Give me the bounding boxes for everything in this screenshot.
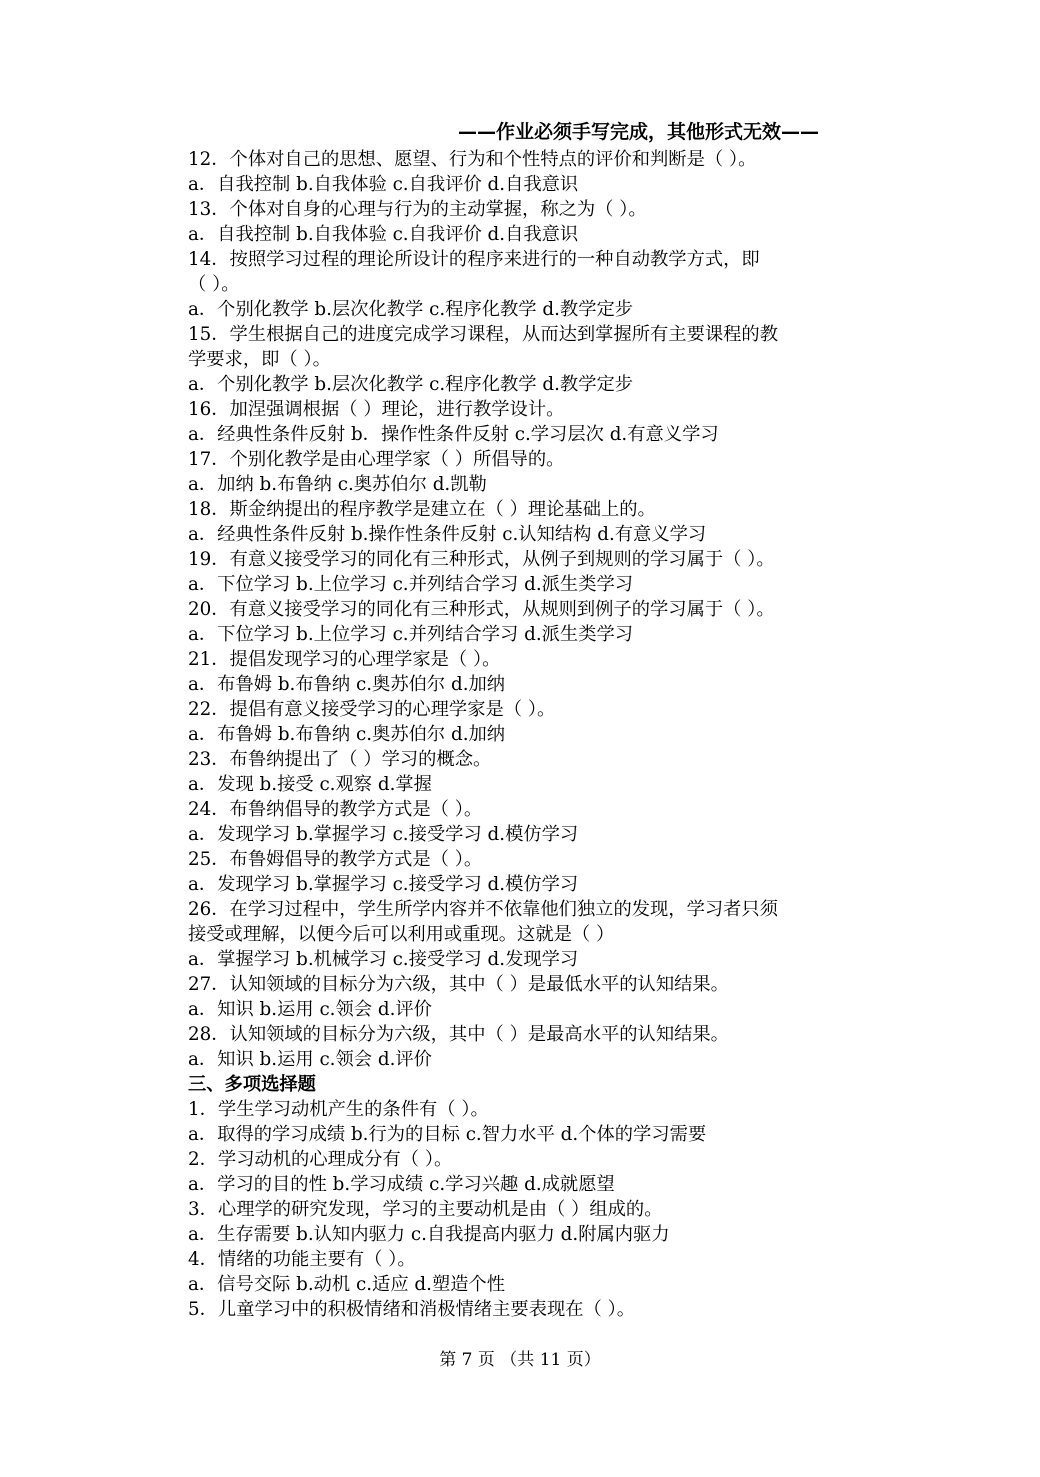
text-line: 20．有意义接受学习的同化有三种形式，从规则到例子的学习属于（ ）。 xyxy=(188,599,775,620)
text-line: 27．认知领域的目标分为六级，其中（ ）是最低水平的认知结果。 xyxy=(188,974,729,995)
text-line: 4．情绪的功能主要有（ ）。 xyxy=(188,1249,416,1270)
text-line: 14．按照学习过程的理论所设计的程序来进行的一种自动教学方式，即 xyxy=(188,249,760,270)
text-line: a．下位学习 b.上位学习 c.并列结合学习 d.派生类学习 xyxy=(188,624,634,645)
text-line: a．学习的目的性 b.学习成绩 c.学习兴趣 d.成就愿望 xyxy=(188,1174,615,1195)
text-line: a．知识 b.运用 c.领会 d.评价 xyxy=(188,999,432,1020)
text-line: a．个别化教学 b.层次化教学 c.程序化教学 d.教学定步 xyxy=(188,374,634,395)
text-line: a．布鲁姆 b.布鲁纳 c.奥苏伯尔 d.加纳 xyxy=(188,724,506,745)
page-footer: 第 7 页 （共 11 页） xyxy=(439,1350,601,1370)
text-line: 学要求，即（ ）。 xyxy=(188,349,331,370)
text-line: 3．心理学的研究发现，学习的主要动机是由（ ）组成的。 xyxy=(188,1199,663,1220)
text-line: 接受或理解，以便今后可以利用或重现。这就是（ ） xyxy=(188,924,615,945)
text-line: a．发现学习 b.掌握学习 c.接受学习 d.模仿学习 xyxy=(188,874,579,895)
text-line: a．加纳 b.布鲁纳 c.奥苏伯尔 d.凯勒 xyxy=(188,474,487,495)
section-title: 三、多项选择题 xyxy=(188,1074,316,1095)
text-line: 2．学习动机的心理成分有（ ）。 xyxy=(188,1149,453,1170)
text-line: 25．布鲁姆倡导的教学方式是（ ）。 xyxy=(188,849,483,870)
text-line: 26．在学习过程中，学生所学内容并不依靠他们独立的发现，学习者只须 xyxy=(188,899,778,920)
question-text-body xyxy=(188,147,900,1322)
text-line: a．掌握学习 b.机械学习 c.接受学习 d.发现学习 xyxy=(188,949,579,970)
text-line: 5．儿童学习中的积极情绪和消极情绪主要表现在（ ）。 xyxy=(188,1299,636,1320)
text-line: 28．认知领域的目标分为六级，其中（ ）是最高水平的认知结果。 xyxy=(188,1024,729,1045)
text-line: a．自我控制 b.自我体验 c.自我评价 d.自我意识 xyxy=(188,174,579,195)
page-header-notice: ——作业必须手写完成，其他形式无效—— xyxy=(458,121,820,143)
text-line: 22．提倡有意义接受学习的心理学家是（ ）。 xyxy=(188,699,556,720)
text-line: a．下位学习 b.上位学习 c.并列结合学习 d.派生类学习 xyxy=(188,574,634,595)
text-line: 23．布鲁纳提出了（ ）学习的概念。 xyxy=(188,749,492,770)
text-line: 19．有意义接受学习的同化有三种形式，从例子到规则的学习属于（ ）。 xyxy=(188,549,775,570)
text-line: （ ）。 xyxy=(188,274,240,295)
text-line: 15．学生根据自己的进度完成学习课程，从而达到掌握所有主要课程的教 xyxy=(188,324,778,345)
text-line: a．自我控制 b.自我体验 c.自我评价 d.自我意识 xyxy=(188,224,579,245)
text-line: 1．学生学习动机产生的条件有（ ）。 xyxy=(188,1099,489,1120)
text-line: 21．提倡发现学习的心理学家是（ ）。 xyxy=(188,649,501,670)
text-line: 24．布鲁纳倡导的教学方式是（ ）。 xyxy=(188,799,483,820)
text-line: a．发现学习 b.掌握学习 c.接受学习 d.模仿学习 xyxy=(188,824,579,845)
text-line: a．发现 b.接受 c.观察 d.掌握 xyxy=(188,774,432,795)
text-line: 16．加涅强调根据（ ）理论，进行教学设计。 xyxy=(188,399,565,420)
text-line: 13．个体对自身的心理与行为的主动掌握，称之为（ ）。 xyxy=(188,199,647,220)
text-line: a．生存需要 b.认知内驱力 c.自我提高内驱力 d.附属内驱力 xyxy=(188,1224,670,1245)
text-line: a．经典性条件反射 b.操作性条件反射 c.认知结构 d.有意义学习 xyxy=(188,524,707,545)
text-line: a．个别化教学 b.层次化教学 c.程序化教学 d.教学定步 xyxy=(188,299,634,320)
text-line: a．经典性条件反射 b．操作性条件反射 c.学习层次 d.有意义学习 xyxy=(188,424,719,445)
text-line: a．取得的学习成绩 b.行为的目标 c.智力水平 d.个体的学习需要 xyxy=(188,1124,707,1145)
text-line: a．布鲁姆 b.布鲁纳 c.奥苏伯尔 d.加纳 xyxy=(188,674,506,695)
text-line: 12．个体对自己的思想、愿望、行为和个性特点的评价和判断是（ ）。 xyxy=(188,149,757,170)
text-line: 18．斯金纳提出的程序教学是建立在（ ）理论基础上的。 xyxy=(188,499,656,520)
text-line: a．信号交际 b.动机 c.适应 d.塑造个性 xyxy=(188,1274,506,1295)
text-line: a．知识 b.运用 c.领会 d.评价 xyxy=(188,1049,432,1070)
text-line: 17．个别化教学是由心理学家（ ）所倡导的。 xyxy=(188,449,565,470)
